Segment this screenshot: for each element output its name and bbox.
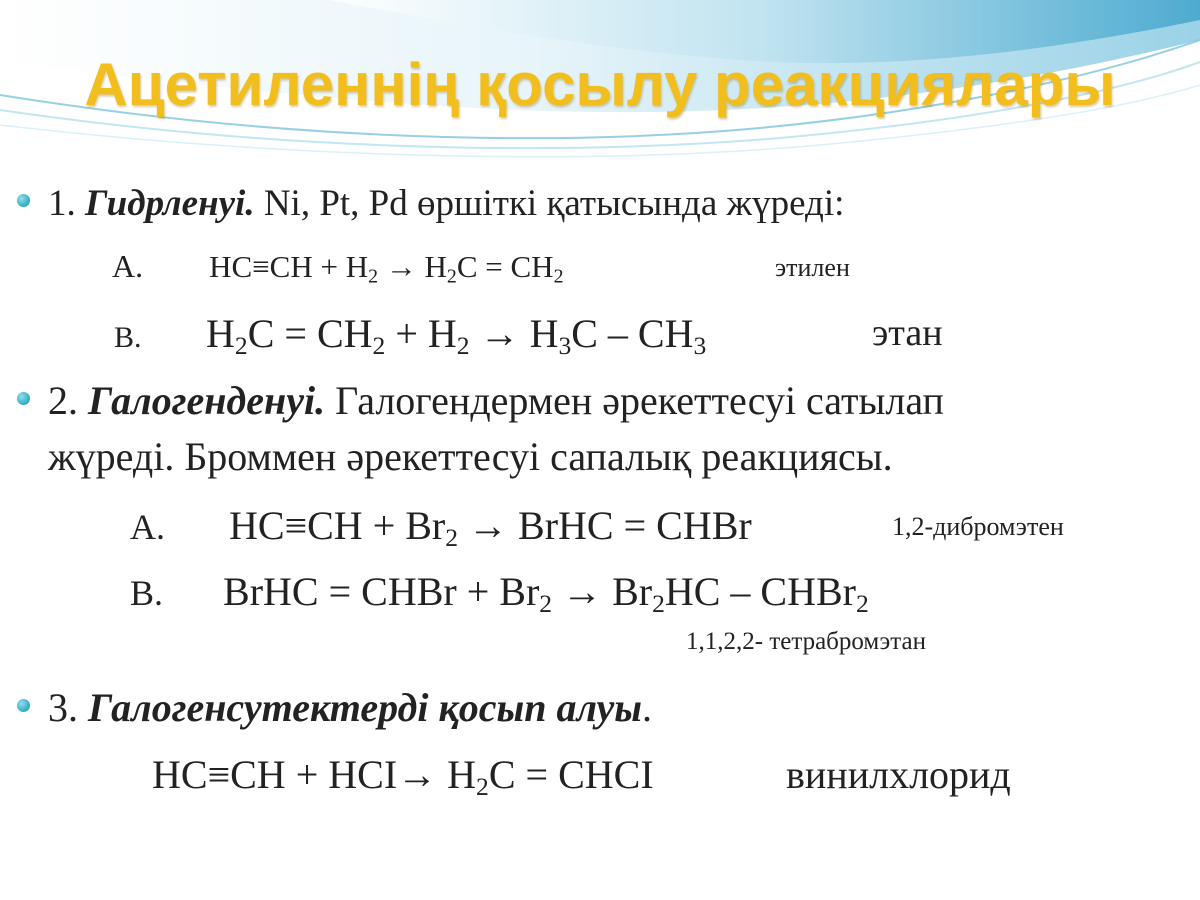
reaction-2b [130,568,869,619]
reaction-2b-product: 1,1,2,2- тетрабромэтан [686,628,926,655]
item-1-number: 1. [48,183,76,224]
reaction-label: А. [112,248,144,284]
item-2-heading: Галогенденуі. [88,378,326,423]
item-2-text-1: Галогендермен әрекеттесуі сатылап [335,378,944,423]
reaction-1a [112,248,564,288]
reaction-1a-product: этилен [775,253,850,282]
item-2-line-1 [48,377,944,424]
reaction-label: В. [130,573,164,613]
reaction-equation: $HC\equiv CH + Br_2$ → BrHC = CHBr [229,503,752,553]
reaction-3 [152,751,654,802]
item-1-heading: Гидрленуі. [85,183,255,224]
item-2-text-2: жүреді. Броммен әрекеттесуі сапалық реакциясы. [48,434,893,479]
item-3-heading: Галогенсутектерді қосып алуы [88,685,643,730]
reaction-1b-product: этан [872,312,943,354]
bullet-3 [17,699,30,712]
item-1-line [48,182,844,225]
item-2-number: 2. [48,378,78,423]
bullet-1 [17,194,30,207]
item-3-period: . [642,685,653,730]
item-3-number: 3. [48,685,78,730]
bullet-2 [17,392,30,405]
reaction-2a [130,502,752,553]
reaction-equation: $H_2C = CH_2 + H_2 \to H_3C - CH_3$ [206,311,707,361]
reaction-equation: $HC\equiv CH + HCI\to H_2C$ = CHCI [152,752,654,802]
reaction-2a-product: 1,2-дибромэтен [892,512,1064,541]
item-3-line [48,684,652,731]
reaction-equation: $HC\equiv CH + H_2 \to H_2C = CH_2$ [209,249,564,288]
item-1-text: Ni, Pt, Pd өршіткі қатысында жүреді: [263,183,845,224]
reaction-equation: BrHC = CHBr + $Br_2 \to Br_2HC$ – CHBr$_2$ [223,569,869,619]
reaction-label: А. [130,507,165,547]
reaction-1b [114,310,707,361]
reaction-label: В. [114,321,142,354]
slide-title: Ацетиленнің қосылу реакциялары [84,51,1116,118]
reaction-3-product: винилхлорид [786,752,1011,797]
